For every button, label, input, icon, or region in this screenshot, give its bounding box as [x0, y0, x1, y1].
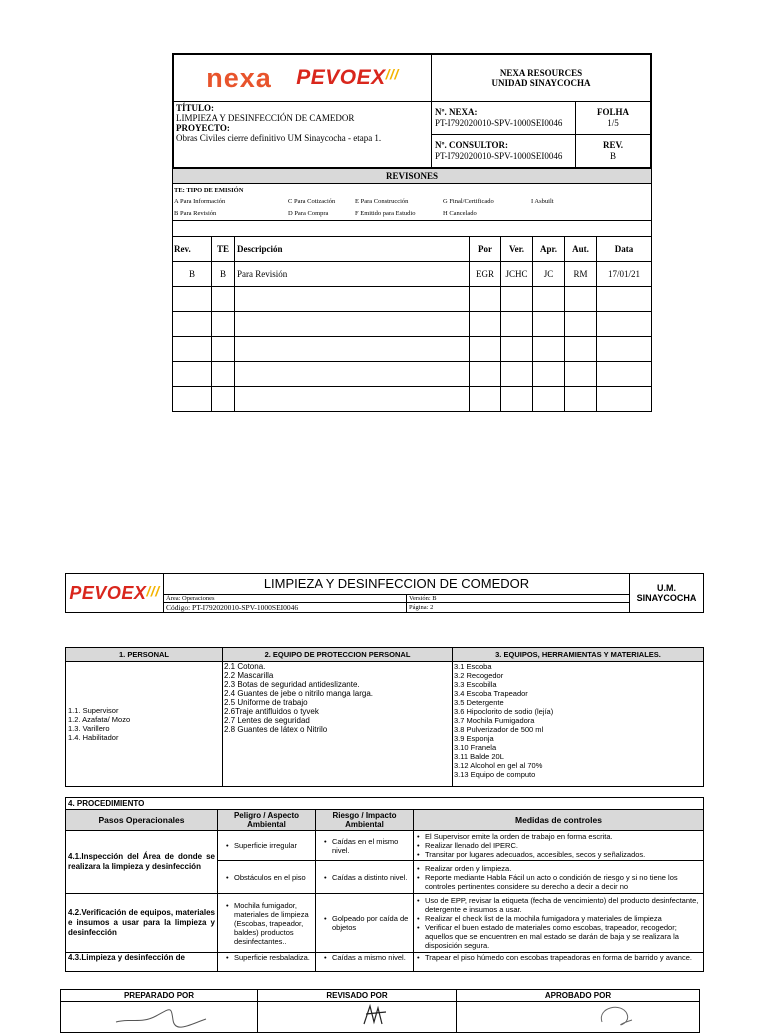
- tipo-a: A Para Información: [174, 198, 226, 205]
- nexa-number-value: PT-I792020010-SPV-1000SEI0046: [435, 118, 563, 128]
- list-item: 2.6Traje antifluidos o tyvek: [224, 707, 319, 716]
- step2-peligro: • Mochila fumigador, materiales de limpieza (Escobas, trapeador, baldes) productos desinfectantes..: [218, 894, 316, 953]
- revisiones-title: REVISONES: [173, 168, 651, 184]
- step3-riesgo: • Caídas a mismo nivel.: [316, 953, 414, 972]
- col-apr: Apr.: [533, 237, 565, 262]
- list-item: 1.3. Varillero: [68, 724, 110, 733]
- pevoex-logo-mark-icon: ///: [146, 582, 160, 599]
- step1-riesgo-1: • Caídas en el mismo nivel.: [316, 831, 414, 861]
- proyecto-value: Obras Civiles cierre definitivo UM Sinaycocha - etapa 1.: [176, 133, 382, 143]
- folha-value: 1/5: [607, 118, 619, 128]
- resources-table: [65, 647, 704, 787]
- col-por: Por: [470, 237, 501, 262]
- col-aut: Aut.: [565, 237, 597, 262]
- step-1: 4.1.Inspección del Área de donde se realizara la limpieza y desinfección: [66, 831, 218, 894]
- list-item: 1.2. Azafata/ Mozo: [68, 715, 131, 724]
- aprobado-por-label: APROBADO POR: [457, 990, 700, 1002]
- pevoex-logo: PEVOEX///: [296, 66, 399, 89]
- divider: [173, 220, 651, 221]
- table-row-empty: [173, 337, 651, 362]
- list-item: 2.7 Lentes de seguridad: [224, 716, 310, 725]
- pevoex-logo: PEVOEX///: [69, 582, 160, 603]
- personal-list: [66, 662, 223, 787]
- table-row: [66, 894, 704, 953]
- step1-peligro-1: • Superficie irregular: [218, 831, 316, 861]
- list-item: 3.7 Mochila Fumigadora: [454, 716, 535, 725]
- list-item: 3.13 Equipo de computo: [454, 770, 536, 779]
- procedure-table: [65, 797, 704, 972]
- table-row-empty: [173, 387, 651, 412]
- rev-cell: [576, 135, 651, 168]
- table-row: [66, 953, 704, 972]
- col-medidas: Medidas de controles: [414, 810, 704, 831]
- list-item: 3.8 Pulverizador de 500 ml: [454, 725, 544, 734]
- personal-title: 1. PERSONAL: [66, 648, 223, 662]
- equipos-list: [453, 662, 704, 787]
- titulo-value: LIMPIEZA Y DESINFECCIÓN DE CAMEDOR: [176, 113, 355, 123]
- tipo-b: B Para Revisión: [174, 210, 217, 217]
- epp-title: 2. EQUIPO DE PROTECCION PERSONAL: [223, 648, 453, 662]
- list-item: 2.4 Guantes de jebe o nitrilo manga larga.: [224, 689, 373, 698]
- unit-name: UNIDAD SINAYCOCHA: [491, 78, 591, 88]
- table-row-empty: [173, 312, 651, 337]
- nexa-number-label: Nº. NEXA:: [435, 107, 478, 117]
- nexa-logo: nexa: [206, 62, 272, 93]
- list-item: 3.1 Escoba: [454, 662, 492, 671]
- col-ver: Ver.: [501, 237, 533, 262]
- revisions-table: [173, 237, 651, 411]
- nexa-number-cell: [432, 102, 576, 135]
- list-item: 3.2 Recogedor: [454, 671, 504, 680]
- col-riesgo: Riesgo / Impacto Ambiental: [316, 810, 414, 831]
- col-te: TE: [212, 237, 235, 262]
- tipo-g: G Final/Certificado: [443, 198, 494, 205]
- title-cell: [174, 102, 432, 168]
- aprobado-signature: [457, 1002, 700, 1033]
- version-label: Versión: B: [407, 594, 630, 602]
- list-item: 2.8 Guantes de látex o Nitrilo: [224, 725, 328, 734]
- signature-icon: [592, 1002, 642, 1028]
- tipo-e: E Para Construcción: [355, 198, 409, 205]
- company-cell: [432, 55, 651, 102]
- col-data: Data: [597, 237, 652, 262]
- col-peligro: Peligro / Aspecto Ambiental: [218, 810, 316, 831]
- signature-icon: [111, 1004, 211, 1028]
- um-cell: U.M. SINAYCOCHA: [630, 574, 704, 613]
- list-item: 1.1. Supervisor: [68, 706, 119, 715]
- preparado-por-label: PREPARADO POR: [61, 990, 258, 1002]
- proyecto-label: PROYECTO:: [176, 123, 230, 133]
- table-row: [66, 831, 704, 861]
- pagina-label: Página: 2: [407, 602, 630, 612]
- page2-title: LIMPIEZA Y DESINFECCION DE COMEDOR: [164, 574, 630, 595]
- consultor-number-cell: [432, 135, 576, 168]
- tipo-i: I Asbuilt: [531, 198, 554, 205]
- table-row-empty: [173, 362, 651, 387]
- tipo-emision-title: TE: TIPO DE EMISIÓN: [174, 187, 244, 194]
- step3-peligro: • Superficie resbaladiza.: [218, 953, 316, 972]
- list-item: 2.5 Uniforme de trabajo: [224, 698, 308, 707]
- epp-list: [223, 662, 453, 787]
- step1-peligro-2: • Obstáculos en el piso: [218, 861, 316, 894]
- emission-types-box: [173, 184, 651, 237]
- tipo-c: C Para Cotización: [288, 198, 336, 205]
- list-item: 3.5 Detergente: [454, 698, 504, 707]
- signature-icon: [356, 1002, 396, 1028]
- consultor-number-value: PT-I792020010-SPV-1000SEI0046: [435, 151, 563, 161]
- list-item: 3.11 Balde 20L: [454, 752, 504, 761]
- folha-cell: [576, 102, 651, 135]
- step3-medidas: • Trapear el piso húmedo con escobas trapeadoras en forma de barrido y avance.: [414, 953, 704, 972]
- list-item: 3.3 Escobilla: [454, 680, 497, 689]
- list-item: 3.4 Escoba Trapeador: [454, 689, 528, 698]
- header-table: [173, 54, 651, 168]
- step2-medidas: • Uso de EPP, revisar la etiqueta (fecha de vencimiento) del producto desinfectante, detergente e insumos a usar. • Realizar el check list de la mochila fumigadora y materiales de limpieza • Verificar el buen estado de materiales como escobas, trapeador, recogedor; aquellos que se encuentren en mal estado se darán de baja y se realizara la disposición segura.: [414, 894, 704, 953]
- page2-logo-cell: [66, 574, 164, 613]
- consultor-number-label: Nº. CONSULTOR:: [435, 140, 508, 150]
- rev-label: REV.: [602, 140, 624, 150]
- list-item: 3.12 Alcohol en gel al 70%: [454, 761, 543, 770]
- document-header-box: [172, 53, 652, 412]
- page2-header: [65, 573, 704, 613]
- table-row: B B Para Revisión EGR JCHC JC RM 17/01/21: [173, 262, 651, 287]
- company-name: NEXA RESOURCES: [499, 68, 583, 78]
- area-label: Área: Operaciones: [164, 594, 407, 602]
- preparado-signature: [61, 1002, 258, 1033]
- procedure-title: 4. PROCEDIMIENTO: [66, 798, 704, 810]
- codigo-label: Código: PT-I792020010-SPV-1000SEI0046: [164, 602, 407, 612]
- tipo-d: D Para Compra: [288, 210, 329, 217]
- list-item: 3.6 Hipoclorito de sodio (lejía): [454, 707, 554, 716]
- tipo-h: H Cancelado: [443, 210, 477, 217]
- list-item: 3.10 Franela: [454, 743, 497, 752]
- table-row-empty: [173, 287, 651, 312]
- tipo-f: F Emitido para Estudio: [355, 210, 416, 217]
- folha-label: FOLHA: [596, 107, 629, 117]
- step-3: 4.3.Limpieza y desinfección de: [66, 953, 218, 972]
- list-item: 2.1 Cotona.: [224, 662, 266, 671]
- list-item: 3.9 Esponja: [454, 734, 494, 743]
- titulo-label: TÍTULO:: [176, 103, 215, 113]
- pevoex-logo-mark-icon: ///: [385, 66, 399, 82]
- logos-cell: [174, 55, 432, 102]
- list-item: 1.4. Habilitador: [68, 733, 119, 742]
- step1-riesgo-2: • Caídas a distinto nivel.: [316, 861, 414, 894]
- col-rev: Rev.: [173, 237, 212, 262]
- signatures-table: [60, 989, 700, 1033]
- equipos-title: 3. EQUIPOS, HERRAMIENTAS Y MATERIALES.: [453, 648, 704, 662]
- revisado-signature: [258, 1002, 457, 1033]
- list-item: 2.3 Botas de seguridad antideslizante.: [224, 680, 360, 689]
- revisado-por-label: REVISADO POR: [258, 990, 457, 1002]
- step2-riesgo: • Golpeado por caída de objetos: [316, 894, 414, 953]
- col-descripcion: Descripción: [235, 237, 470, 262]
- step-2: 4.2.Verificación de equipos, materiales e insumos a usar para la limpieza y desinfección: [66, 894, 218, 953]
- step1-medidas-1: • El Supervisor emite la orden de trabajo en forma escrita. • Realizar llenado del IPERC. • Transitar por lugares adecuados, accesibles, secos y señalizados.: [414, 831, 704, 861]
- step1-medidas-2: • Realizar orden y limpieza. • Reporte mediante Habla Fácil un acto o condición de riesgo y si no tiene los controles pertinentes considere su derecho a decir a decir no: [414, 861, 704, 894]
- rev-value: B: [609, 151, 616, 161]
- col-pasos: Pasos Operacionales: [66, 810, 218, 831]
- list-item: 2.2 Mascarilla: [224, 671, 274, 680]
